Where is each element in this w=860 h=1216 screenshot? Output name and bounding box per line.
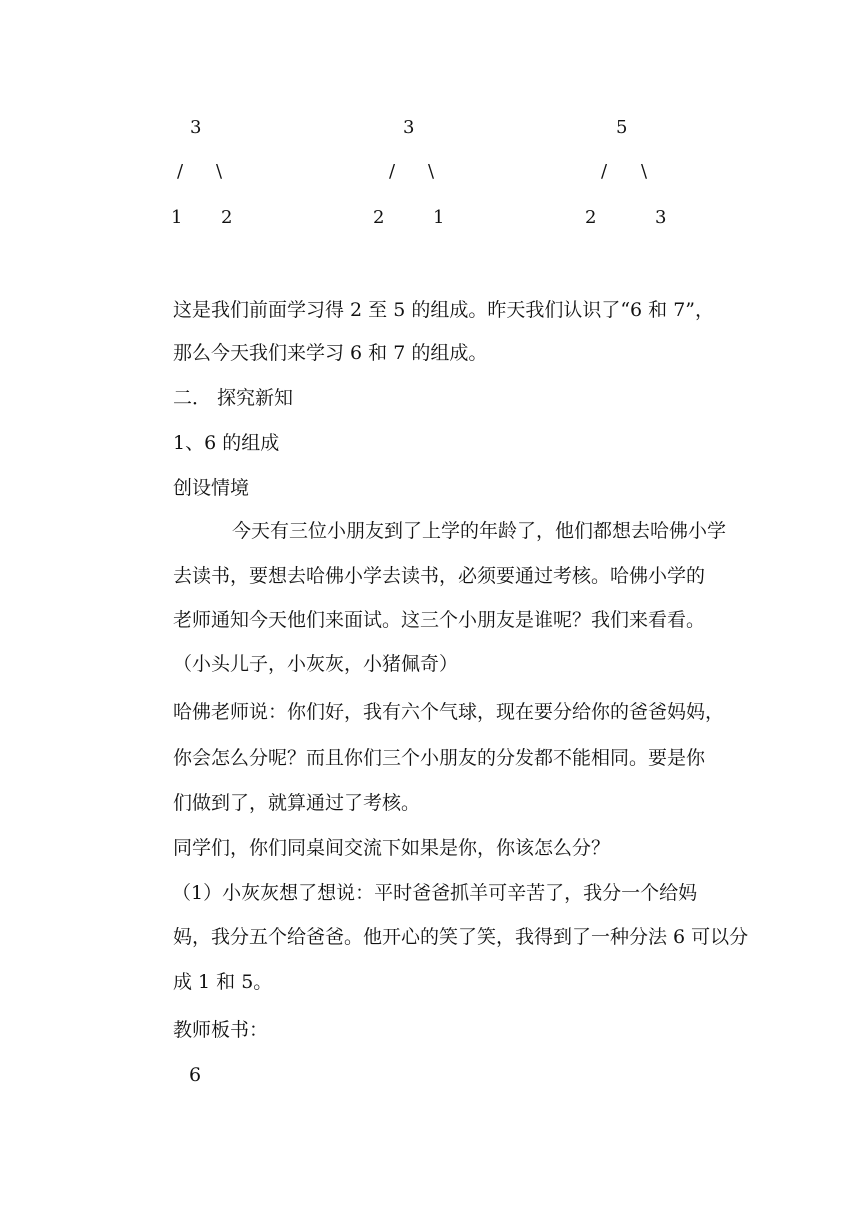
- composition-left-slash: /: [177, 161, 184, 182]
- paragraph-line: （1）小灰灰想了想说：平时爸爸抓羊可辛苦了，我分一个给妈: [172, 882, 698, 904]
- paragraph-line: 老师通知今天他们来面试。这三个小朋友是谁呢？我们来看看。: [173, 609, 706, 631]
- paragraph-line: 你会怎么分呢？而且你们三个小朋友的分发都不能相同。要是你: [173, 747, 706, 769]
- composition-total: 3: [403, 117, 415, 138]
- composition-part-left: 2: [585, 207, 597, 228]
- paragraph-line: 们做到了，就算通过了考核。: [173, 792, 421, 814]
- board-label: 教师板书：: [173, 1019, 269, 1041]
- paragraph-line: 这是我们前面学习得 2 至 5 的组成。昨天我们认识了“6 和 7”，: [173, 299, 715, 321]
- subheading: 创设情境: [173, 477, 250, 499]
- board-number: 6: [189, 1064, 202, 1086]
- composition-right-slash: \: [216, 161, 223, 182]
- composition-total: 3: [190, 117, 202, 138]
- section-heading: 二． 探究新知: [173, 387, 294, 409]
- paragraph-line: 去读书，要想去哈佛小学去读书，必须要通过考核。哈佛小学的: [173, 565, 706, 587]
- composition-part-left: 2: [373, 207, 385, 228]
- paragraph-line: 今天有三位小朋友到了上学的年龄了，他们都想去哈佛小学: [232, 520, 727, 542]
- paragraph-line: 同学们，你们同桌间交流下如果是你，你该怎么分？: [173, 837, 611, 859]
- paragraph-line: 成 1 和 5。: [173, 971, 273, 993]
- paragraph-line: 哈佛老师说：你们好，我有六个气球，现在要分给你的爸爸妈妈，: [173, 701, 725, 723]
- composition-part-right: 2: [221, 207, 233, 228]
- composition-right-slash: \: [641, 161, 648, 182]
- paragraph-line: 妈，我分五个给爸爸。他开心的笑了笑，我得到了一种分法 6 可以分: [173, 926, 749, 948]
- composition-right-slash: \: [428, 161, 435, 182]
- composition-part-left: 1: [171, 207, 183, 228]
- paragraph-line: （小头儿子，小灰灰，小猪佩奇）: [173, 653, 459, 675]
- composition-left-slash: /: [601, 161, 608, 182]
- composition-left-slash: /: [389, 161, 396, 182]
- paragraph-line: 那么今天我们来学习 6 和 7 的组成。: [173, 342, 488, 364]
- composition-part-right: 3: [655, 207, 667, 228]
- subheading: 1、6 的组成: [173, 432, 280, 454]
- composition-part-right: 1: [433, 207, 445, 228]
- composition-total: 5: [616, 117, 628, 138]
